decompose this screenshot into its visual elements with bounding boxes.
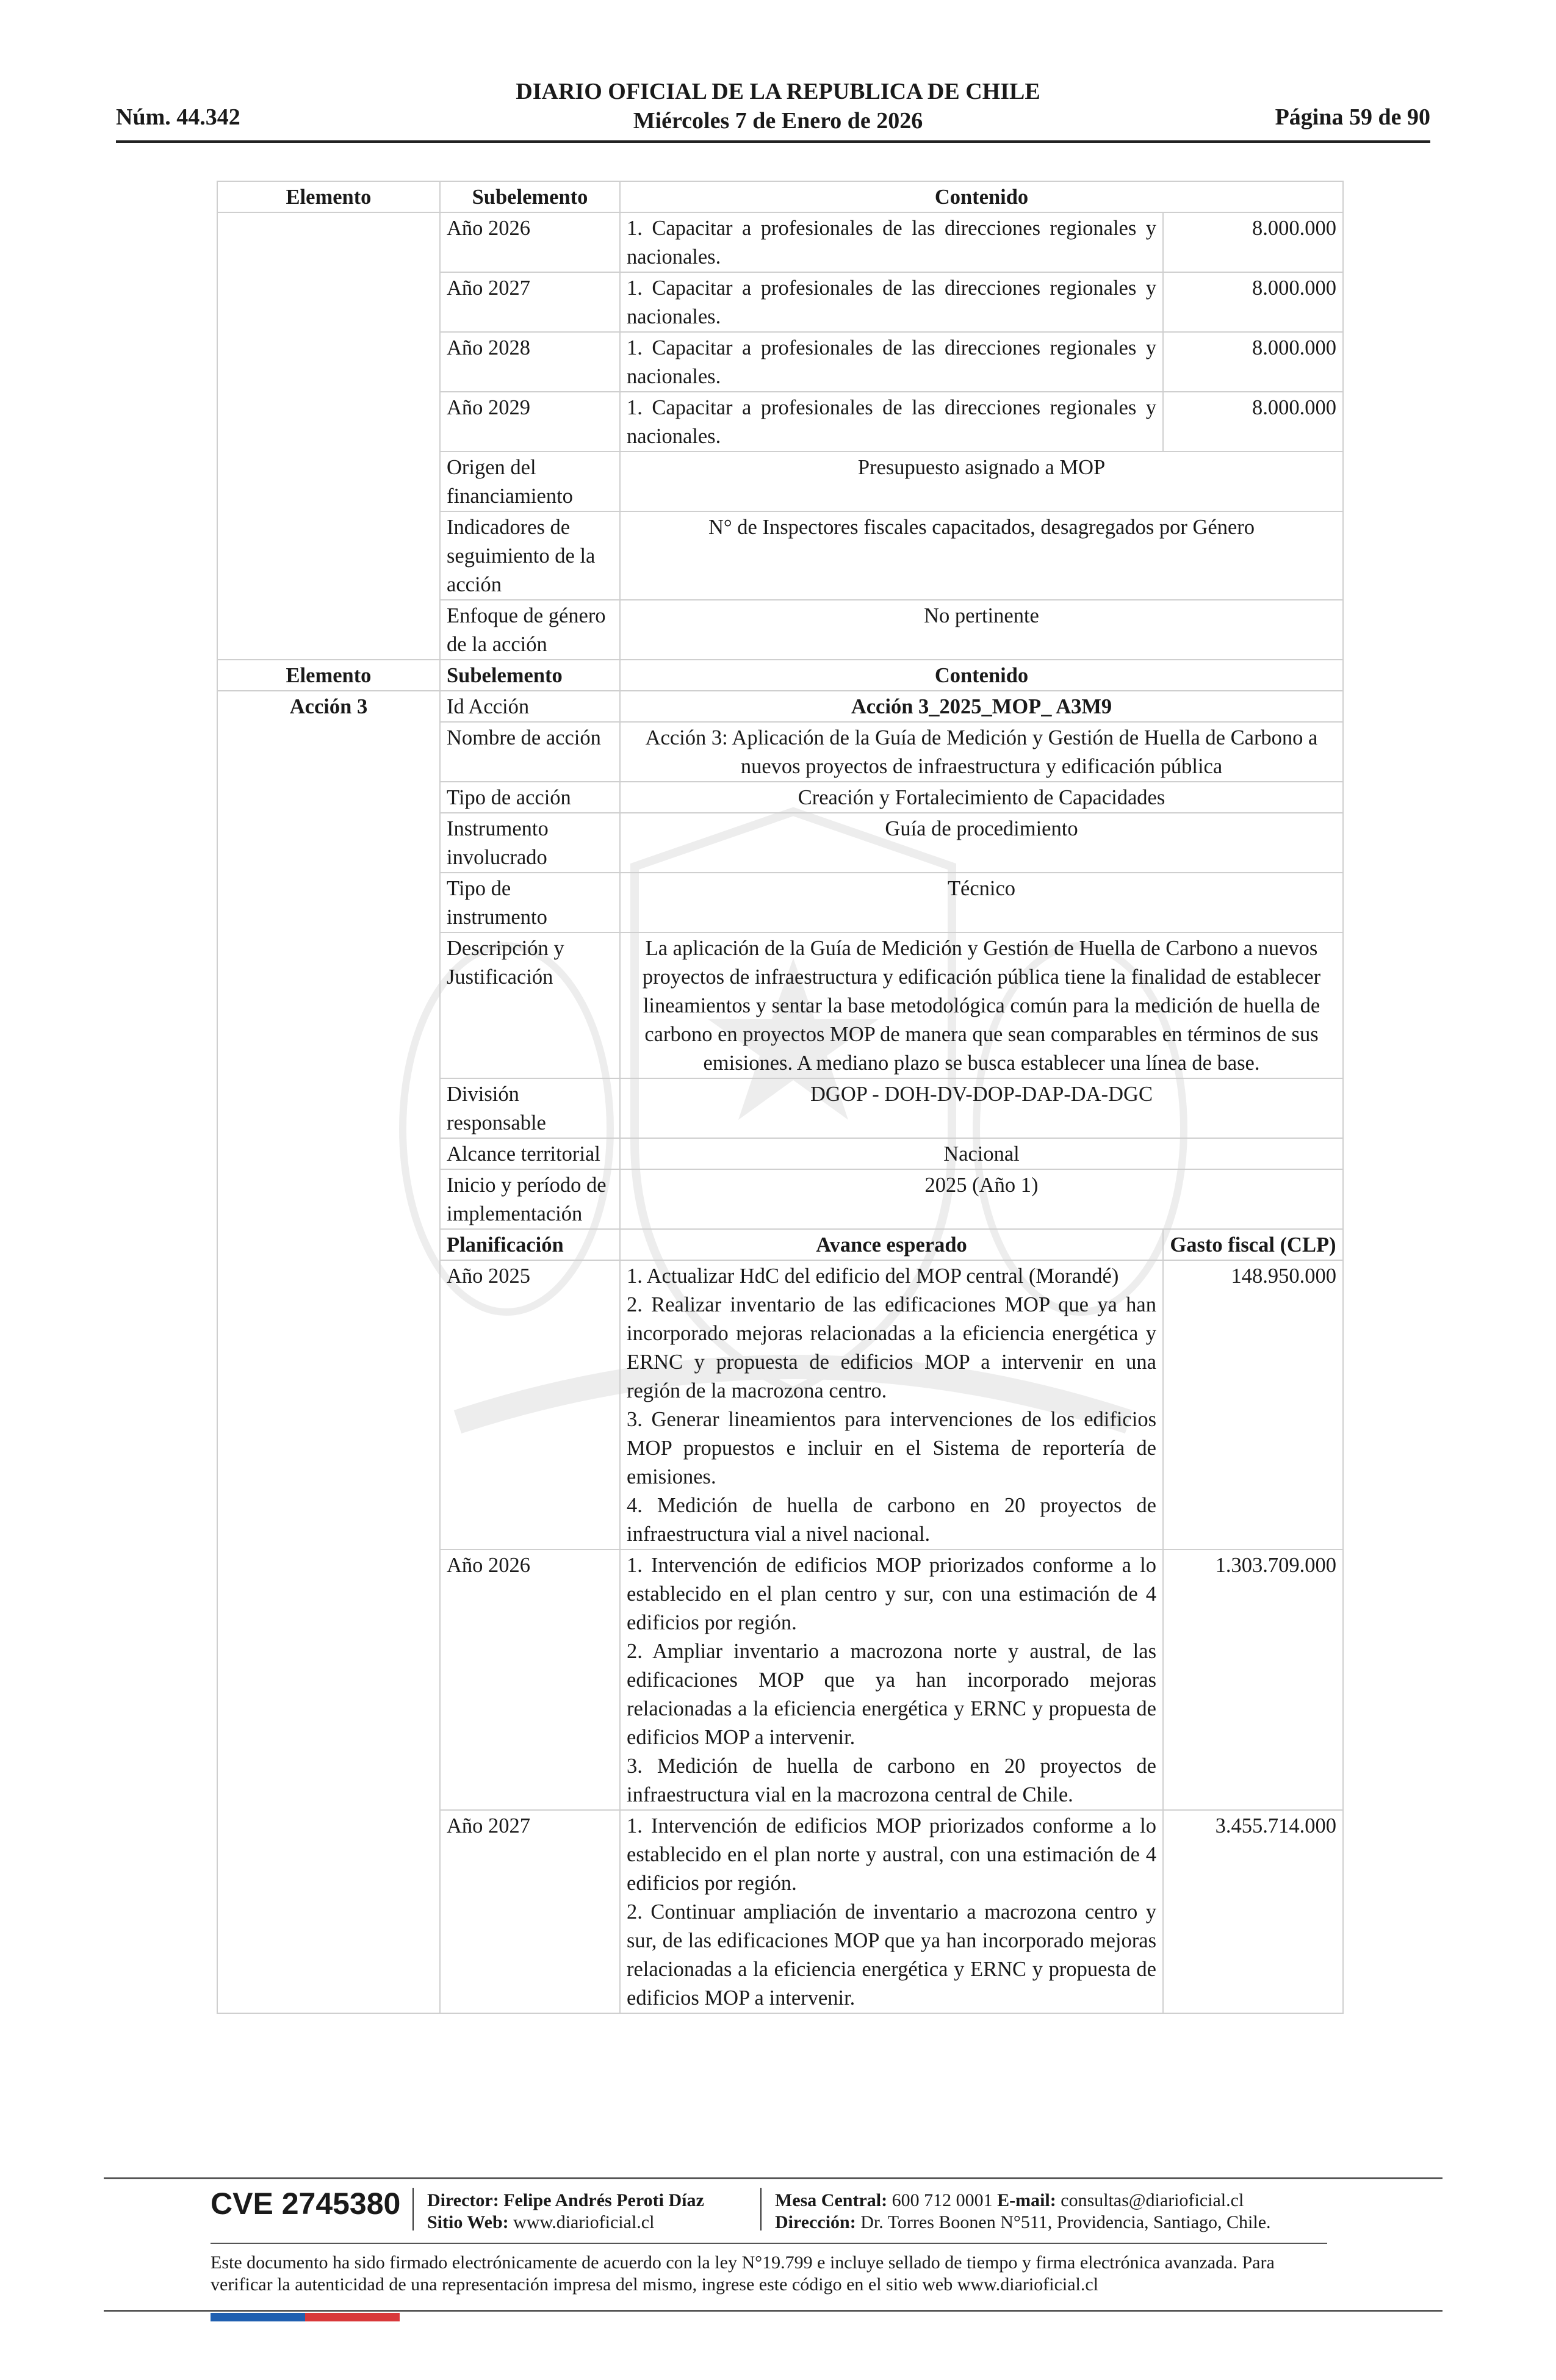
masthead-date: Miércoles 7 de Enero de 2026 xyxy=(633,108,923,134)
flag-stripe-red xyxy=(305,2313,400,2321)
instrumento-value: Guía de procedimiento xyxy=(620,813,1343,873)
mesa-value: 600 712 0001 xyxy=(891,2190,993,2210)
tipo-accion-label: Tipo de acción xyxy=(440,782,620,813)
footer-divider xyxy=(211,2243,1327,2244)
table-row xyxy=(217,691,1343,722)
inicio-label: Inicio y período de implementación xyxy=(440,1169,620,1229)
nombre-value: Acción 3: Aplicación de la Guía de Medición y Gestión de Huella de Carbono a nuevos proyectos de infraestructura y edificación pública xyxy=(620,722,1343,782)
origen-label: Origen del financiamiento xyxy=(440,452,620,511)
tipo-instrumento-value: Técnico xyxy=(620,873,1343,932)
year-label: Año 2026 xyxy=(440,212,620,272)
web-label: Sitio Web: xyxy=(427,2212,509,2232)
web-line xyxy=(427,2212,704,2234)
footer-divider xyxy=(104,2310,1443,2312)
list-item: 1. Intervención de edificios MOP priorizados conforme a lo establecido en el plan norte y austral, con una estimación de 4 edificios por región. xyxy=(627,1814,1156,1895)
year-amount: 3.455.714.000 xyxy=(1163,1810,1343,2013)
elemento-cell-continued xyxy=(217,212,440,660)
list-item: 3. Medición de huella de carbono en 20 proyectos de infraestructura vial en la macrozona central de Chile. xyxy=(627,1754,1156,1806)
inicio-value: 2025 (Año 1) xyxy=(620,1169,1343,1229)
footer-separator xyxy=(760,2188,762,2230)
year-amount: 148.950.000 xyxy=(1163,1260,1343,1549)
email-label: E-mail: xyxy=(997,2190,1056,2210)
table-row xyxy=(217,212,1343,272)
year-amount: 8.000.000 xyxy=(1163,272,1343,332)
enfoque-label: Enfoque de género de la acción xyxy=(440,600,620,660)
header-subelemento: Subelemento xyxy=(440,660,620,691)
flag-stripe-blue xyxy=(211,2313,305,2321)
year-label: Año 2027 xyxy=(440,272,620,332)
list-item: 1. Actualizar HdC del edificio del MOP central (Morandé) xyxy=(627,1264,1119,1288)
issue-number: Núm. 44.342 xyxy=(116,104,240,130)
tipo-instrumento-label: Tipo de instrumento xyxy=(440,873,620,932)
list-item: 1. Intervención de edificios MOP priorizados conforme a lo establecido en el plan centro y sur, con una estimación de 4 edificios por región. xyxy=(627,1554,1156,1634)
year-amount: 8.000.000 xyxy=(1163,332,1343,392)
descripcion-label: Descripción y Justificación xyxy=(440,932,620,1078)
list-item: 4. Medición de huella de carbono en 20 proyectos de infraestructura vial a nivel nacional. xyxy=(627,1494,1156,1546)
id-value: Acción 3_2025_MOP_ A3M9 xyxy=(620,691,1343,722)
header-contenido: Contenido xyxy=(620,660,1343,691)
alcance-value: Nacional xyxy=(620,1138,1343,1169)
alcance-label: Alcance territorial xyxy=(440,1138,620,1169)
accion-name: Acción 3 xyxy=(217,691,440,2013)
year-amount: 1.303.709.000 xyxy=(1163,1549,1343,1810)
action-plan-table xyxy=(217,181,1344,2014)
nombre-label: Nombre de acción xyxy=(440,722,620,782)
mesa-label: Mesa Central: xyxy=(775,2190,888,2210)
director-line xyxy=(427,2190,704,2212)
list-item: 3. Generar lineamientos para intervenciones de los edificios MOP propuestos e incluir en el Sistema de reportería de emisiones. xyxy=(627,1408,1156,1488)
year-content: 1. Capacitar a profesionales de las direcciones regionales y nacionales. xyxy=(620,272,1163,332)
cve-code: CVE 2745380 xyxy=(211,2187,401,2221)
year-label: Año 2026 xyxy=(440,1549,620,1810)
plan-label: Planificación xyxy=(440,1229,620,1260)
plan-gasto-header: Gasto fiscal (CLP) xyxy=(1163,1229,1343,1260)
table-header-row xyxy=(217,181,1343,212)
email-link[interactable]: consultas@diarioficial.cl xyxy=(1061,2190,1244,2210)
table-header-row xyxy=(217,660,1343,691)
year-label: Año 2025 xyxy=(440,1260,620,1549)
instrumento-label: Instrumento involucrado xyxy=(440,813,620,873)
year-content xyxy=(620,1260,1163,1549)
division-label: División responsable xyxy=(440,1078,620,1138)
year-content: 1. Capacitar a profesionales de las direcciones regionales y nacionales. xyxy=(620,332,1163,392)
enfoque-value: No pertinente xyxy=(620,600,1343,660)
footer-contact-block xyxy=(775,2190,1271,2234)
footer-director-block xyxy=(427,2190,704,2234)
year-label: Año 2029 xyxy=(440,392,620,452)
list-item: 2. Realizar inventario de las edificaciones MOP que ya han incorporado mejoras relacionadas a la eficiencia energética y ERNC y propuesta de edificios MOP a intervenir en una región de la macrozona centro. xyxy=(627,1293,1156,1402)
indicadores-label: Indicadores de seguimiento de la acción xyxy=(440,511,620,600)
year-label: Año 2028 xyxy=(440,332,620,392)
header-divider xyxy=(116,140,1430,143)
list-item: 2. Continuar ampliación de inventario a macrozona centro y sur, de las edificaciones MOP que ya han incorporado mejoras relacionadas a la eficiencia energética y ERNC y propuesta de edificios MOP a intervenir. xyxy=(627,1900,1156,2010)
indicadores-value: N° de Inspectores fiscales capacitados, desagregados por Género xyxy=(620,511,1343,600)
address-line xyxy=(775,2212,1271,2234)
contact-line xyxy=(775,2190,1271,2212)
year-label: Año 2027 xyxy=(440,1810,620,2013)
director-label: Director: xyxy=(427,2190,499,2210)
year-content xyxy=(620,1810,1163,2013)
header-elemento: Elemento xyxy=(217,660,440,691)
direccion-label: Dirección: xyxy=(775,2212,856,2232)
list-item: 2. Ampliar inventario a macrozona norte y austral, de las edificaciones MOP que ya han incorporado mejoras relacionadas a la eficiencia energética y ERNC y propuesta de edificios MOP a intervenir. xyxy=(627,1640,1156,1749)
director-name: Felipe Andrés Peroti Díaz xyxy=(503,2190,704,2210)
authenticity-note: Este documento ha sido firmado electrónicamente de acuerdo con la ley N°19.799 e incluye sellado de tiempo y firma electrónica avanzada. Para verificar la autenticidad de una representación impresa del mismo, ingrese este código en el sitio web www.diarioficial.cl xyxy=(211,2252,1275,2295)
year-content xyxy=(620,1549,1163,1810)
masthead-title: DIARIO OFICIAL DE LA REPUBLICA DE CHILE xyxy=(516,79,1040,104)
year-amount: 8.000.000 xyxy=(1163,212,1343,272)
tipo-accion-value: Creación y Fortalecimiento de Capacidades xyxy=(620,782,1343,813)
id-label: Id Acción xyxy=(440,691,620,722)
year-content: 1. Capacitar a profesionales de las direcciones regionales y nacionales. xyxy=(620,212,1163,272)
footer-divider xyxy=(104,2177,1443,2179)
year-content: 1. Capacitar a profesionales de las direcciones regionales y nacionales. xyxy=(620,392,1163,452)
header-contenido: Contenido xyxy=(620,181,1343,212)
footer-separator xyxy=(412,2188,414,2230)
plan-avance-header: Avance esperado xyxy=(620,1229,1163,1260)
header-elemento: Elemento xyxy=(217,181,440,212)
header-subelemento: Subelemento xyxy=(440,181,620,212)
year-amount: 8.000.000 xyxy=(1163,392,1343,452)
descripcion-value: La aplicación de la Guía de Medición y Gestión de Huella de Carbono a nuevos proyectos de infraestructura y edificación pública tiene la finalidad de establecer lineamientos y sentar la base metodológica común para la medición de huella de carbono en proyectos MOP de manera que sean comparables en términos de sus emisiones. A mediano plazo se busca establecer una línea de base. xyxy=(620,932,1343,1078)
direccion-value: Dr. Torres Boonen N°511, Providencia, Santiago, Chile. xyxy=(860,2212,1271,2232)
division-value: DGOP - DOH-DV-DOP-DAP-DA-DGC xyxy=(620,1078,1343,1138)
origen-value: Presupuesto asignado a MOP xyxy=(620,452,1343,511)
web-link[interactable]: www.diarioficial.cl xyxy=(513,2212,655,2232)
page-indicator: Página 59 de 90 xyxy=(1275,104,1430,130)
